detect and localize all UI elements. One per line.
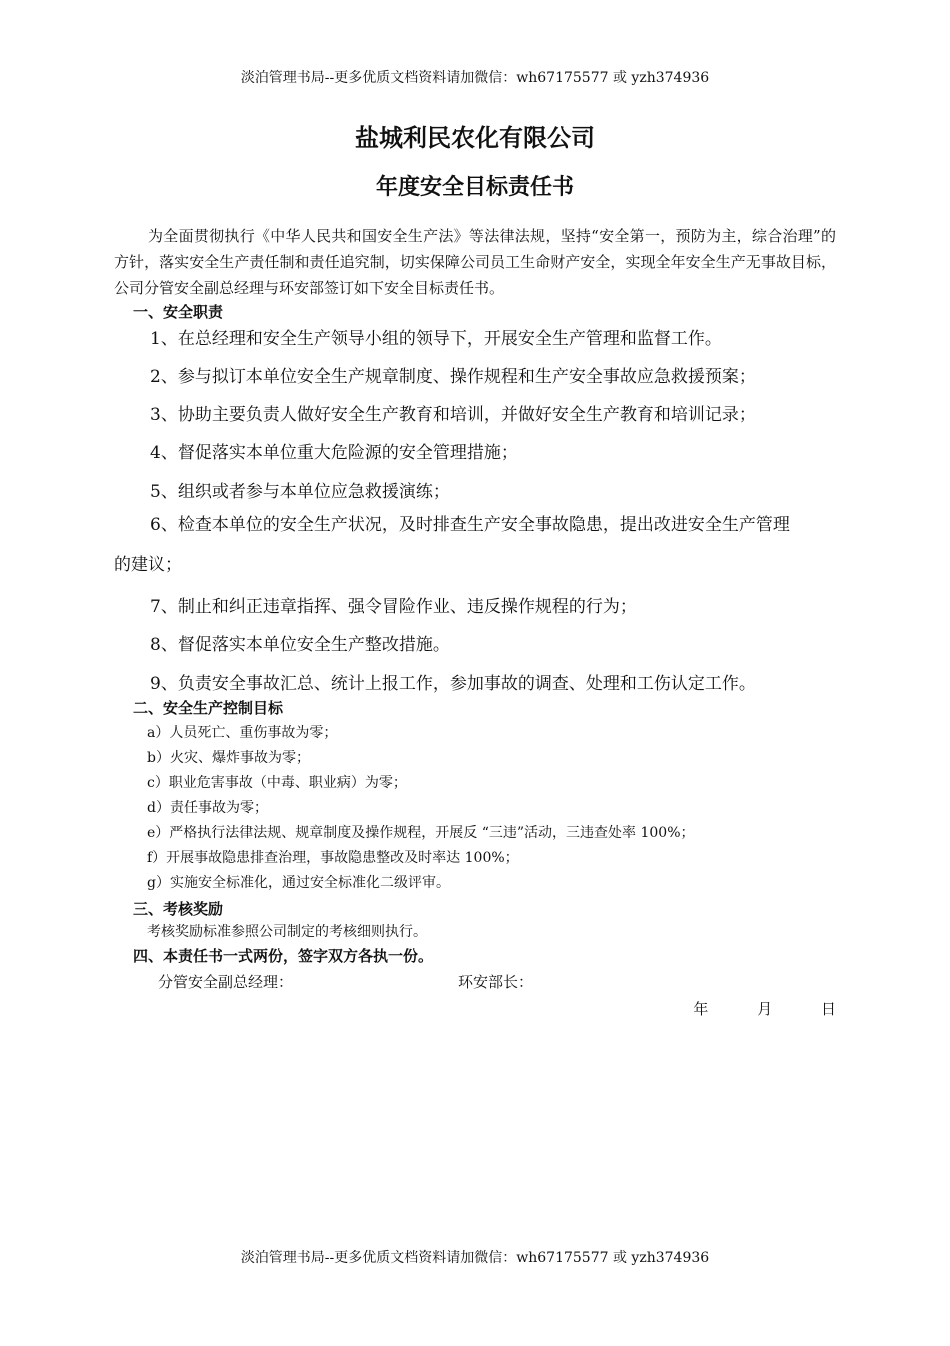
section4-heading: 四、本责任书一式两份，签字双方各执一份。 [133, 947, 434, 965]
target-item-f: f）开展事故隐患排查治理，事故隐患整改及时率达 100%； [147, 850, 519, 866]
duty-item-9: 9、负责安全事故汇总、统计上报工作，参加事故的调查、处理和工伤认定工作。 [150, 674, 756, 694]
date-day: 日 [820, 1000, 836, 1018]
section2-heading: 二、安全生产控制目标 [133, 699, 284, 717]
duty-item-4: 4、督促落实本单位重大危险源的安全管理措施； [150, 443, 518, 463]
signature-ehs-head: 环安部长： [458, 973, 534, 991]
date-year: 年 [693, 1000, 709, 1018]
intro-paragraph: 为全面贯彻执行《中华人民共和国安全生产法》等法律法规，坚持“安全第一，预防为主，综合治理”的方针，落实安全生产责任制和责任追究制，切实保障公司员工生命财产安全，实现全年安全生产无事故目标，公司分管安全副总经理与环安部签订如下安全目标责任书。 [114, 227, 836, 297]
page-footer: 淡泊管理书局--更多优质文档资料请加微信：wh67175577 或 yzh374936 [240, 1250, 710, 1266]
section3-text: 考核奖励标准参照公司制定的考核细则执行。 [147, 924, 427, 940]
date-month: 月 [757, 1000, 773, 1018]
target-item-g: g）实施安全标准化，通过安全标准化二级评审。 [147, 875, 450, 891]
duty-item-3: 3、协助主要负责人做好安全生产教育和培训，并做好安全生产教育和培训记录； [150, 405, 756, 425]
date-line [693, 998, 836, 1019]
target-item-b: b）火灾、爆炸事故为零； [147, 750, 310, 766]
duty-item-8: 8、督促落实本单位安全生产整改措施。 [150, 635, 450, 655]
duty-item-6: 6、检查本单位的安全生产状况，及时排查生产安全事故隐患，提出改进安全生产管理的建议； [114, 515, 790, 575]
target-item-a: a）人员死亡、重伤事故为零； [147, 725, 338, 741]
duty-item-7: 7、制止和纠正违章指挥、强令冒险作业、违反操作规程的行为； [150, 597, 637, 617]
document-title: 年度安全目标责任书 [375, 175, 574, 200]
section3-heading: 三、考核奖励 [133, 900, 224, 918]
duty-item-1: 1、在总经理和安全生产领导小组的领导下，开展安全生产管理和监督工作。 [150, 329, 722, 349]
target-item-c: c）职业危害事故（中毒、职业病）为零； [147, 775, 407, 791]
page-header: 淡泊管理书局--更多优质文档资料请加微信：wh67175577 或 yzh374936 [240, 70, 710, 86]
company-name: 盐城利民农化有限公司 [355, 124, 595, 152]
duty-item-5: 5、组织或者参与本单位应急救援演练； [150, 482, 450, 502]
target-item-d: d）责任事故为零； [147, 800, 268, 816]
section1-heading: 一、安全职责 [133, 303, 224, 321]
duty-item-2: 2、参与拟订本单位安全生产规章制度、操作规程和生产安全事故应急救援预案； [150, 367, 756, 387]
signature-deputy-gm: 分管安全副总经理： [158, 973, 294, 991]
target-item-e: e）严格执行法律法规、规章制度及操作规程，开展反 “三违”活动，三违查处率 100%； [147, 825, 695, 841]
